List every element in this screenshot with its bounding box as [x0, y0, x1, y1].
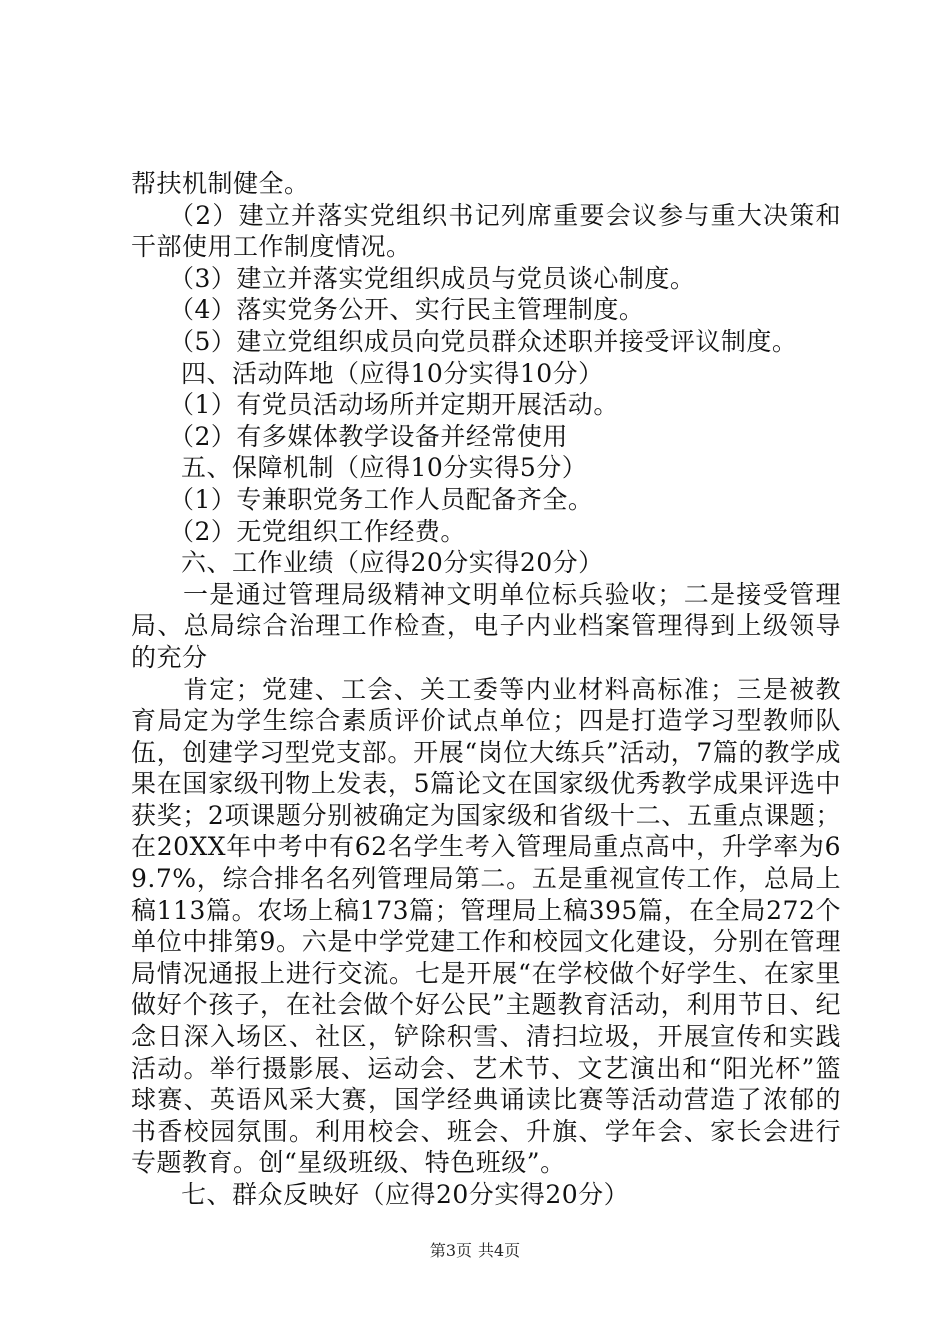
paragraph: （1）有党员活动场所并定期开展活动。: [169, 390, 619, 420]
paragraph: （5）建立党组织成员向党员群众述职并接受评议制度。: [169, 326, 798, 356]
section-heading: 五、保障机制（应得10分实得5分）: [181, 453, 588, 483]
page-total: 共4页: [478, 1241, 521, 1260]
page-footer: [0, 1241, 950, 1261]
paragraph: 帮扶机制健全。: [131, 169, 310, 198]
page-number: 第3页: [429, 1241, 472, 1260]
paragraph: 一是通过管理局级精神文明单位标兵验收；二是接受管理局、总局综合治理工作检查，电子内业档案管理得到上级领导的充分: [131, 579, 841, 672]
paragraph: （1）专兼职党务工作人员配备齐全。: [169, 484, 594, 514]
section-heading: 四、活动阵地（应得10分实得10分）: [181, 358, 604, 388]
paragraph: （2）建立并落实党组织书记列席重要会议参与重大决策和干部使用工作制度情况。: [131, 200, 841, 262]
paragraph: （2）无党组织工作经费。: [169, 516, 466, 546]
section-heading: 七、群众反映好（应得20分实得20分）: [181, 1180, 630, 1209]
paragraph: （3）建立并落实党组织成员与党员谈心制度。: [169, 263, 696, 293]
section-heading: 六、工作业绩（应得20分实得20分）: [181, 548, 604, 578]
document-body: [131, 168, 841, 1211]
paragraph: （2）有多媒体教学设备并经常使用: [169, 421, 568, 451]
paragraph: （4）落实党务公开、实行民主管理制度。: [169, 295, 645, 325]
paragraph: 肯定；党建、工会、关工委等内业材料高标准；三是被教育局定为学生综合素质评价试点单位；四是打造学习型教师队伍，创建学习型党支部。开展“岗位大练兵”活动，7篇的教学成果在国家级刊物上发表，5篇论文在国家级优秀教学成果评选中获奖；2项课题分别被确定为国家级和省级十二、五重点课题；在20XX年中考中有62名学生考入管理局重点高中，升学率为69.7%，综合排名名列管理局第二。五是重视宣传工作，总局上稿113篇。农场上稿173篇；管理局上稿395篇，在全局272个单位中排第9。六是中学党建工作和校园文化建设，分别在管理局情况通报上进行交流。七是开展“在学校做个好学生、在家里做好个孩子，在社会做个好公民”主题教育活动，利用节日、纪念日深入场区、社区，铲除积雪、清扫垃圾，开展宣传和实践活动。举行摄影展、运动会、艺术节、文艺演出和“阳光杯”篮球赛、英语风采大赛，国学经典诵读比赛等活动营造了浓郁的书香校园氛围。利用校会、班会、升旗、学年会、家长会进行专题教育。创“星级班级、特色班级”。: [131, 674, 841, 1178]
